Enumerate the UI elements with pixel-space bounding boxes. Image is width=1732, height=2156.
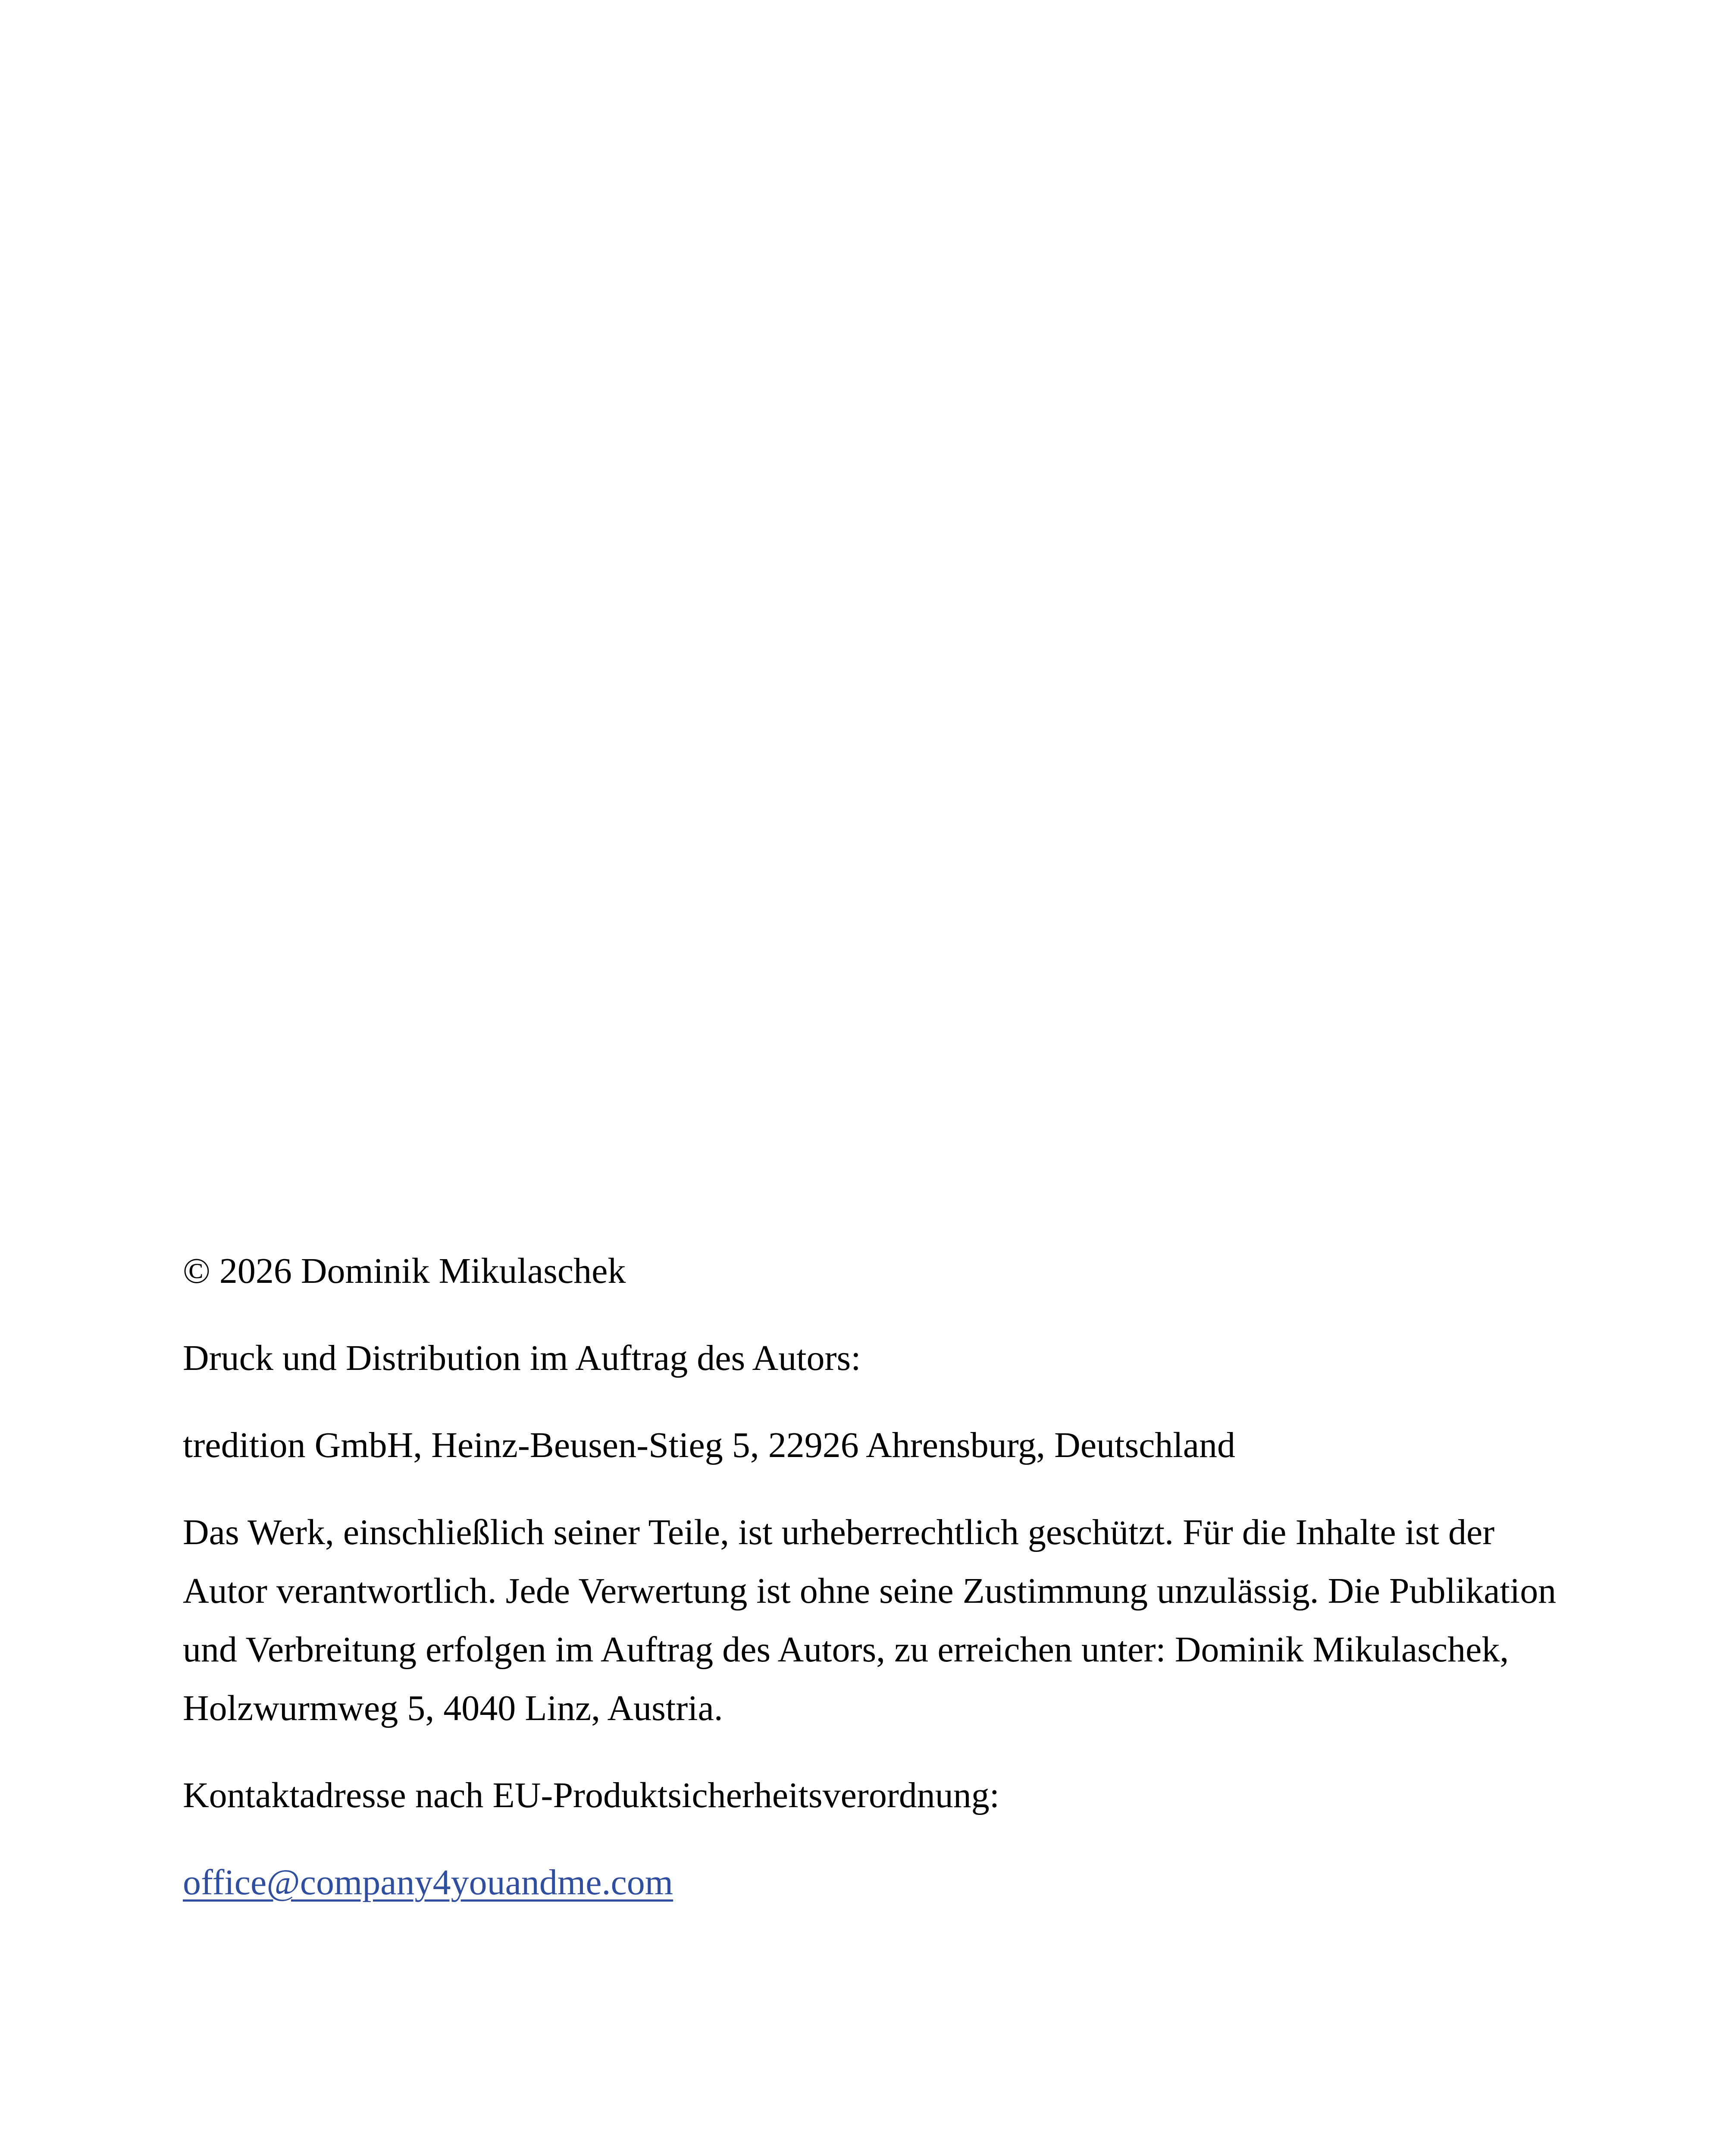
rights-notice: Das Werk, einschließlich seiner Teile, ist urheberrechtlich geschützt. Für die Inhalte ist der Autor verantwortlich. Jede Verwertung ist ohne seine Zustimmung unzulässig. Die Publikation und Verbreitung erfolgen im Auftrag des Autors, zu erreichen unter: Dominik Mikulaschek, Holzwurmweg 5, 4040 Linz, Austria.: [183, 1512, 1557, 1728]
contact-email-link[interactable]: office@company4youandme.com: [183, 1862, 673, 1902]
copyright-line: © 2026 Dominik Mikulaschek: [183, 1251, 626, 1291]
contact-label: Kontaktadresse nach EU-Produktsicherheitsverordnung:: [183, 1775, 1000, 1815]
imprint-block: [183, 1242, 1563, 1940]
publisher-address: tredition GmbH, Heinz-Beusen-Stieg 5, 22926 Ahrensburg, Deutschland: [183, 1425, 1236, 1465]
print-distribution-line: Druck und Distribution im Auftrag des Autors:: [183, 1338, 861, 1378]
contact-email-paragraph: [183, 1853, 1563, 1912]
